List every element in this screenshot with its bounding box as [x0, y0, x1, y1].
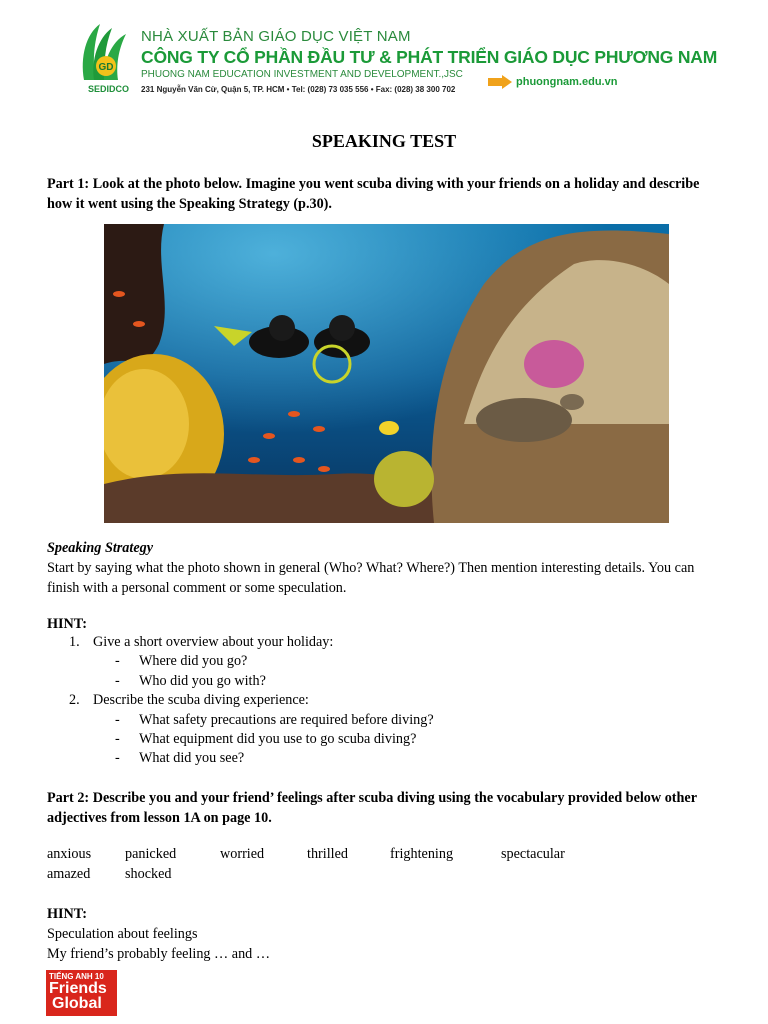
- hint2-line: Speculation about feelings: [47, 926, 198, 942]
- company-address: 231 Nguyễn Văn Cừ, Quận 5, TP. HCM • Tel: (028) 73 035 556 • Fax: (028) 38 300 702: [141, 85, 456, 94]
- hint2: [47, 904, 727, 964]
- vocab-word: spectacular: [501, 846, 565, 862]
- sub-list-item: [47, 730, 434, 749]
- vocab-word: amazed: [47, 866, 91, 882]
- page-title: SPEAKING TEST: [311, 131, 457, 151]
- company-name: CÔNG TY CỔ PHẦN ĐẦU TƯ & PHÁT TRIỂN GIÁO DỤC PHƯƠNG NAM: [141, 47, 718, 67]
- vocab-word: panicked: [125, 846, 177, 862]
- book-logo-line2: Global: [52, 995, 102, 1012]
- company-name-english: PHUONG NAM EDUCATION INVESTMENT AND DEVELOPMENT.,JSC: [141, 69, 463, 80]
- vocab-word: shocked: [125, 866, 172, 882]
- sub-list-item: [47, 672, 434, 691]
- part1-instruction: Part 1: Look at the photo below. Imagine you went scuba diving with your friends on a holiday and describe how it went using the Speaking Strategy (p.30).: [47, 176, 700, 212]
- vocab-word: frightening: [390, 846, 454, 862]
- scuba-diving-photo: [104, 224, 669, 523]
- vocab-word: worried: [220, 846, 265, 862]
- sub-list-text: What did you see?: [139, 750, 245, 767]
- dash: -: [115, 711, 120, 728]
- list-item: [47, 691, 434, 710]
- sub-list-item: [47, 749, 434, 768]
- publisher-header: [78, 22, 718, 100]
- svg-text:GD: GD: [98, 62, 114, 73]
- list-number: 1.: [69, 634, 80, 650]
- logo-text: SEDIDCO: [88, 84, 130, 94]
- website-link[interactable]: phuongnam.edu.vn: [516, 76, 618, 88]
- vocab-word: thrilled: [307, 846, 348, 862]
- arrow-icon: [488, 75, 512, 89]
- speaking-strategy: [47, 538, 727, 598]
- publisher-name: NHÀ XUẤT BẢN GIÁO DỤC VIỆT NAM: [141, 28, 411, 45]
- dash: -: [115, 653, 120, 670]
- hint1-heading: HINT:: [47, 616, 87, 632]
- sub-list-text: Where did you go?: [139, 653, 248, 670]
- list-item: [47, 633, 434, 652]
- sub-list-text: Who did you go with?: [139, 672, 266, 689]
- list-text: Describe the scuba diving experience:: [93, 692, 309, 709]
- vocab-word: anxious: [47, 846, 92, 862]
- sub-list-text: What safety precautions are required before diving?: [139, 711, 434, 728]
- sub-list-item: [47, 652, 434, 671]
- hint1-list: [47, 633, 434, 769]
- book-logo-top: TIẾNG ANH 10: [49, 972, 104, 981]
- list-number: 2.: [69, 692, 80, 709]
- sub-list-item: [47, 711, 434, 730]
- hint2-line: My friend’s probably feeling … and …: [47, 946, 271, 962]
- book-logo-line1: Friends: [49, 980, 107, 997]
- dash: -: [115, 750, 120, 767]
- dash: -: [115, 672, 120, 689]
- list-text: Give a short overview about your holiday:: [93, 634, 334, 650]
- friends-global-logo: [46, 970, 117, 1016]
- strategy-text: Start by saying what the photo shown in general (Who? What? Where?) Then mention interesting details. You can finish with a personal comment or some speculation.: [47, 560, 695, 596]
- hint2-heading: HINT:: [47, 906, 87, 922]
- strategy-heading: Speaking Strategy: [47, 540, 154, 556]
- dash: -: [115, 731, 120, 748]
- sub-list-text: What equipment did you use to go scuba diving?: [139, 731, 417, 748]
- part2-instruction: Part 2: Describe you and your friend’ feelings after scuba diving using the vocabulary provided below other adjectives from lesson 1A on page 10.: [47, 790, 697, 826]
